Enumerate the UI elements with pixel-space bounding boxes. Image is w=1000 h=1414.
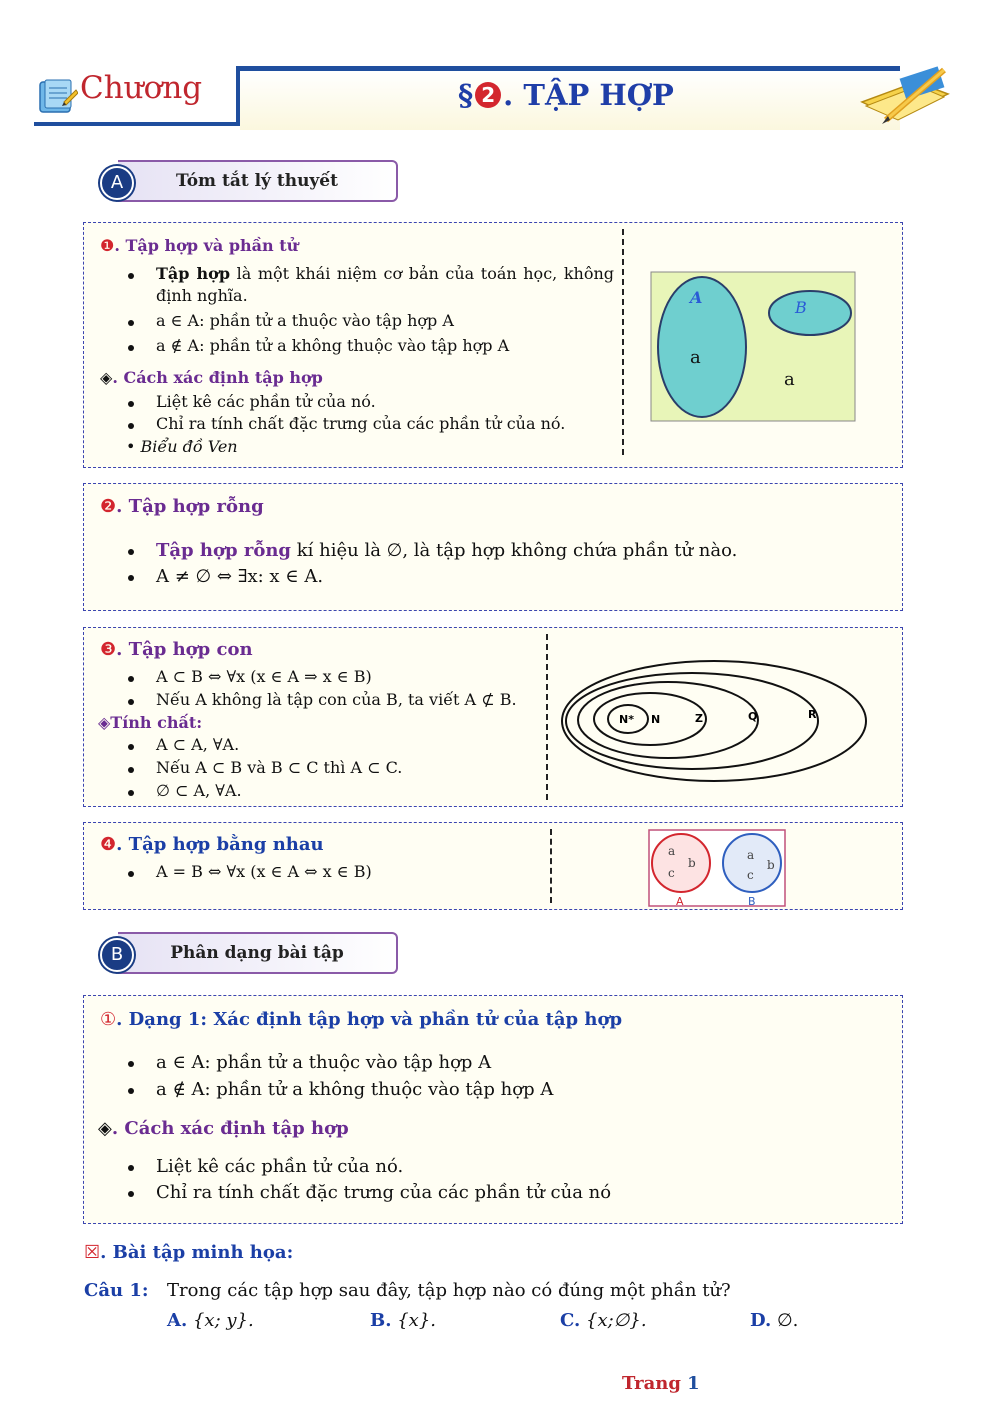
box1-heading-text: . Tập hợp và phần tử (114, 236, 299, 255)
label-b: B (748, 895, 756, 907)
box5-sub-list (84, 1154, 884, 1206)
box4-list (84, 861, 544, 883)
label-n: N (651, 713, 661, 726)
set-a-circle (652, 834, 710, 892)
box5-list (84, 1050, 884, 1103)
elem-c2: c (747, 868, 754, 882)
section-b-title: Phân dạng bài tập (170, 943, 344, 963)
divider (550, 829, 552, 903)
set-b-ellipse (769, 291, 851, 335)
box1-sub-list (84, 391, 614, 435)
list-item: Liệt kê các phần tử của nó. (84, 1154, 884, 1180)
option-text: {x; y}. (192, 1310, 254, 1331)
exercise-heading-text: . Bài tập minh họa: (100, 1242, 294, 1263)
section-a-title: Tóm tắt lý thuyết (176, 171, 338, 191)
option-a[interactable] (167, 1308, 254, 1334)
box2-list (84, 538, 884, 590)
list-item: Chỉ ra tính chất đặc trưng của các phần tử của nó. (84, 413, 614, 435)
section-symbol: § (458, 78, 474, 112)
box1-list (84, 263, 614, 357)
option-letter: A. (167, 1310, 188, 1331)
option-c[interactable] (560, 1308, 647, 1334)
box-subset (83, 627, 903, 807)
box-sets-elements (83, 222, 903, 468)
box1-sub-heading (100, 367, 323, 389)
box5-heading (100, 1007, 622, 1033)
list-item: A ⊂ B ⇔ ∀x (x ∈ A ⇒ x ∈ B) (84, 666, 544, 688)
list-item: Chỉ ra tính chất đặc trưng của các phần tử của nó (84, 1180, 884, 1206)
box2-heading (100, 494, 264, 520)
properties-heading: ◈Tính chất: (98, 713, 203, 732)
section-a-header (118, 160, 398, 202)
label-z: Z (695, 712, 703, 725)
option-text: {x}. (397, 1310, 436, 1331)
elem-b1: b (688, 856, 696, 870)
elem-a2: a (747, 848, 755, 862)
box4-heading-text: . Tập hợp bằng nhau (116, 834, 324, 855)
section-b-badge: B (100, 938, 134, 972)
box2-heading-text: . Tập hợp rỗng (116, 496, 264, 517)
box-type-1 (83, 995, 903, 1224)
page-footer (622, 1373, 700, 1394)
label-nstar: N* (619, 713, 634, 726)
box3-prop-list (84, 734, 544, 802)
option-b[interactable] (370, 1308, 436, 1334)
element-in-a: a (690, 347, 701, 368)
list-item: Nếu A ⊂ B và B ⊂ C thì A ⊂ C. (84, 757, 544, 779)
empty-set-def: kí hiệu là ∅, là tập hợp không chứa phần tử nào. (291, 540, 738, 561)
box3-heading-text: . Tập hợp con (116, 639, 253, 660)
elem-a1: a (668, 844, 676, 858)
notebook-icon (36, 76, 78, 120)
elem-b2: b (767, 858, 775, 872)
question-label: Câu 1: (84, 1280, 149, 1301)
list-item: a ∈ A: phần tử a thuộc vào tập hợp A (84, 1050, 884, 1076)
elem-c1: c (668, 866, 675, 880)
option-text: {x;∅}. (586, 1310, 647, 1331)
list-item: A = B ⇔ ∀x (x ∈ A ⇔ x ∈ B) (84, 861, 544, 883)
set-a-label: A (690, 288, 703, 307)
chapter-label: Chương (80, 70, 203, 106)
box5-sub-heading-text: . Cách xác định tập hợp (111, 1118, 349, 1139)
footer-label: Trang (622, 1373, 688, 1394)
box4-number: ❹ (100, 834, 117, 855)
box-equal-sets (83, 822, 903, 910)
list-item (84, 263, 614, 307)
number-sets-diagram (558, 658, 870, 784)
diamond-icon: ◈ (100, 368, 113, 387)
equal-sets-diagram (648, 829, 786, 907)
list-item: Nếu A không là tập con của B, ta viết A ⊄ B. (84, 689, 544, 711)
section-b-header (118, 932, 398, 974)
box5-number: ① (100, 1009, 117, 1030)
option-text: ∅. (776, 1310, 799, 1331)
exercise-heading (84, 1240, 293, 1266)
box-empty-set (83, 483, 903, 611)
element-outside: a (784, 369, 795, 390)
pencil-notebook-icon (856, 64, 952, 132)
page-title (458, 78, 674, 112)
list-item: A ≠ ∅ ⇔ ∃x: x ∈ A. (84, 564, 884, 590)
list-item (84, 538, 884, 564)
list-item: Liệt kê các phần tử của nó. (84, 391, 614, 413)
box3-list (84, 666, 544, 711)
list-item: ∅ ⊂ A, ∀A. (84, 780, 544, 802)
section-a-badge: A (100, 166, 134, 200)
box1-heading (100, 235, 298, 257)
box3-heading (100, 637, 253, 663)
def-term: Tập hợp (156, 264, 231, 283)
page-number: 1 (687, 1373, 700, 1394)
list-item: a ∉ A: phần tử a không thuộc vào tập hợp A (84, 1077, 884, 1103)
option-letter: B. (370, 1310, 392, 1331)
label-a: A (676, 895, 684, 907)
option-letter: D. (750, 1310, 772, 1331)
divider (622, 229, 624, 455)
option-letter: C. (560, 1310, 581, 1331)
empty-set-term: Tập hợp rỗng (156, 540, 292, 561)
box3-number: ❸ (100, 639, 117, 660)
def-text: là một khái niệm cơ bản của toán học, không định nghĩa. (156, 264, 614, 305)
diamond-icon: ◈ (98, 1118, 112, 1139)
box5-heading-text: . Dạng 1: Xác định tập hợp và phần tử của tập hợp (116, 1009, 623, 1030)
question-1 (84, 1278, 149, 1304)
box1-number: ❶ (100, 236, 115, 255)
list-item: A ⊂ A, ∀A. (84, 734, 544, 756)
set-b-label: B (795, 298, 807, 317)
box1-sub-heading-text: . Cách xác định tập hợp (112, 368, 323, 387)
label-r: R (808, 708, 817, 721)
label-q: Q (748, 710, 758, 723)
box4-heading (100, 832, 324, 858)
list-item: a ∈ A: phần tử a thuộc vào tập hợp A (84, 310, 614, 332)
option-d[interactable] (750, 1308, 798, 1334)
box2-number: ❷ (100, 496, 117, 517)
divider (546, 634, 548, 800)
set-n-ellipse (594, 693, 706, 745)
question-1-text: Trong các tập hợp sau đây, tập hợp nào có đúng một phần tử? (167, 1280, 731, 1301)
box5-sub-heading (98, 1116, 349, 1142)
venn-label: • Biểu đồ Ven (126, 437, 238, 456)
title-number: 2 (475, 82, 501, 108)
set-q-ellipse (566, 673, 818, 769)
list-item: a ∉ A: phần tử a không thuộc vào tập hợp A (84, 335, 614, 357)
venn-diagram (650, 271, 856, 423)
checkbox-x-icon: ☒ (84, 1242, 101, 1263)
title-text: . TẬP HỢP (503, 78, 674, 112)
